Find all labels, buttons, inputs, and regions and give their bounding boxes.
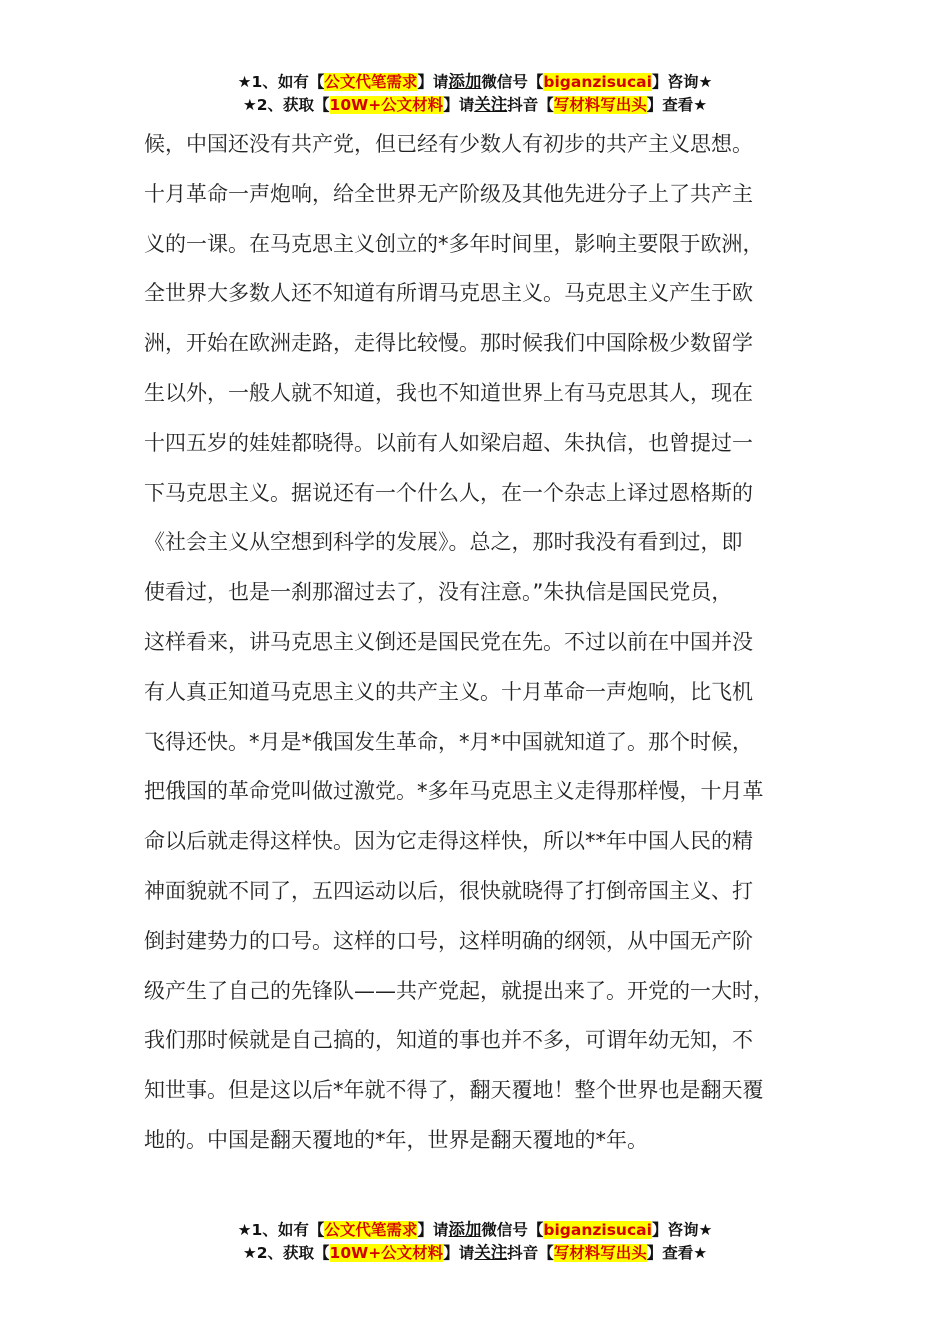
body-line: 倒封建势力的口号。这样的口号，这样明确的纲领，从中国无产阶 — [144, 928, 753, 953]
wechat-id-highlight: biganzisucai — [543, 1221, 652, 1239]
body-line: 十四五岁的娃娃都晓得。以前有人如梁启超、朱执信，也曾提过一 — [144, 430, 753, 455]
body-line: 把俄国的革命党叫做过激党。*多年马克思主义走得那样慢，十月革 — [144, 779, 764, 804]
footer-banner — [0, 1218, 950, 1264]
body-line: 神面貌就不同了，五四运动以后，很快就晓得了打倒帝国主义、打 — [144, 878, 753, 903]
body-line: 使看过，也是一刹那溜过去了，没有注意。”朱执信是国民党员， — [144, 580, 733, 605]
wechat-id-highlight: biganzisucai — [543, 73, 652, 91]
body-line: 命以后就走得这样快。因为它走得这样快，所以**年中国人民的精 — [144, 829, 753, 854]
body-line: 洲，开始在欧洲走路，走得比较慢。那时候我们中国除极少数留学 — [144, 331, 753, 356]
body-line: 级产生了自己的先锋队——共产党起，就提出来了。开党的一大时， — [144, 978, 774, 1003]
materials-highlight: 10W+公文材料 — [329, 1244, 444, 1262]
banner-line-2: ★2、获取【10W+公文材料】请关注抖音【写材料写出头】查看★ — [242, 95, 708, 114]
body-line: 下马克思主义。据说还有一个什么人，在一个杂志上译过恩格斯的 — [144, 480, 753, 505]
banner-line-2: ★2、获取【10W+公文材料】请关注抖音【写材料写出头】查看★ — [242, 1243, 708, 1262]
body-line: 我们那时候就是自己搞的，知道的事也并不多，可谓年幼无知，不 — [144, 1028, 753, 1053]
banner-line-1: ★1、如有【公文代笔需求】请添加微信号【biganzisucai】咨询★ — [237, 72, 713, 91]
body-line: 《社会主义从空想到科学的发展》。总之，那时我没有看到过，即 — [144, 530, 743, 555]
header-banner — [0, 70, 950, 116]
body-line: 全世界大多数人还不知道有所谓马克思主义。马克思主义产生于欧 — [144, 281, 753, 306]
body-line: 有人真正知道马克思主义的共产主义。十月革命一声炮响，比飞机 — [144, 679, 753, 704]
body-line: 这样看来，讲马克思主义倒还是国民党在先。不过以前在中国并没 — [144, 629, 753, 654]
douyin-account-highlight: 写材料写出头 — [553, 1244, 647, 1262]
document-body — [144, 120, 824, 1166]
douyin-account-highlight: 写材料写出头 — [553, 96, 647, 114]
body-line: 地的。中国是翻天覆地的*年，世界是翻天覆地的*年。 — [144, 1127, 648, 1152]
body-line: 知世事。但是这以后*年就不得了，翻天覆地！整个世界也是翻天覆 — [144, 1078, 764, 1103]
banner-line-1: ★1、如有【公文代笔需求】请添加微信号【biganzisucai】咨询★ — [237, 1220, 713, 1239]
ghostwriting-service-highlight: 公文代笔需求 — [324, 73, 418, 91]
body-line: 十月革命一声炮响，给全世界无产阶级及其他先进分子上了共产主 — [144, 181, 753, 206]
body-line: 候，中国还没有共产党，但已经有少数人有初步的共产主义思想。 — [144, 132, 753, 156]
body-line: 生以外，一般人就不知道，我也不知道世界上有马克思其人，现在 — [144, 380, 753, 405]
ghostwriting-service-highlight: 公文代笔需求 — [324, 1221, 418, 1239]
body-line: 飞得还快。*月是*俄国发生革命，*月*中国就知道了。那个时候， — [144, 729, 753, 754]
materials-highlight: 10W+公文材料 — [329, 96, 444, 114]
body-line: 义的一课。在马克思主义创立的*多年时间里，影响主要限于欧洲， — [144, 231, 764, 256]
